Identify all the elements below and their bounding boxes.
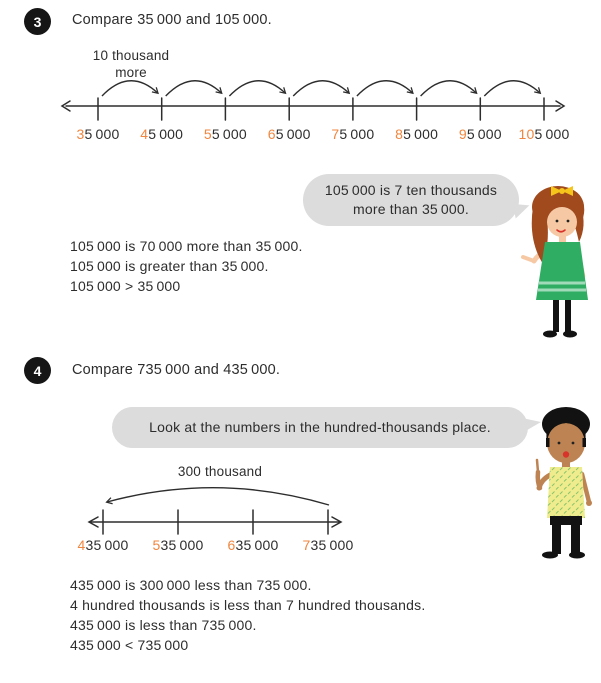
statement: 435 000 is less than 735 000. [70,617,257,633]
problem4-statements [70,575,425,655]
speech-bubble-text: Look at the numbers in the hundred-thousands place. [149,419,491,435]
statement: 435 000 < 735 000 [70,637,189,653]
statement: 105 000 is greater than 35 000. [70,258,269,274]
statement: 105 000 > 35 000 [70,278,181,294]
speech-bubble-text: 105 000 is 7 ten thousands [324,182,498,198]
tick-label: 85 000 [395,126,439,142]
arc-label-line: more [115,65,147,80]
speech-bubble-boy [112,407,528,448]
speech-bubble-girl [303,174,519,226]
tick-label: 635 000 [227,537,279,553]
statement: 435 000 is 300 000 less than 735 000. [70,577,312,593]
speech-bubble-text: more than 35 000. [353,201,469,217]
numberline2-arc-label: 300 thousand [177,464,263,479]
statement: 105 000 is 70 000 more than 35 000. [70,238,303,254]
tick-label: 735 000 [302,537,354,553]
statement: 4 hundred thousands is less than 7 hundred thousands. [70,597,426,613]
tick-label: 75 000 [331,126,375,142]
problem3-statements [70,236,303,296]
tick-label: 105 000 [518,126,570,142]
tick-label: 535 000 [152,537,204,553]
problem4-number-badge: 4 [24,357,51,384]
tick-label: 65 000 [267,126,311,142]
tick-label: 95 000 [458,126,502,142]
tick-label: 45 000 [140,126,184,142]
problem4-prompt: Compare 735 000 and 435 000. [72,362,281,378]
tick-label: 55 000 [203,126,247,142]
tick-label: 435 000 [77,537,129,553]
problem3-prompt: Compare 35 000 and 105 000. [72,12,272,28]
tick-label: 35 000 [76,126,120,142]
arc-label-line: 10 thousand [92,48,170,63]
problem3-number-badge: 3 [24,8,51,35]
numberline2-graphic [0,485,601,543]
girl-character [505,180,600,342]
numberline1-graphic [0,70,601,126]
